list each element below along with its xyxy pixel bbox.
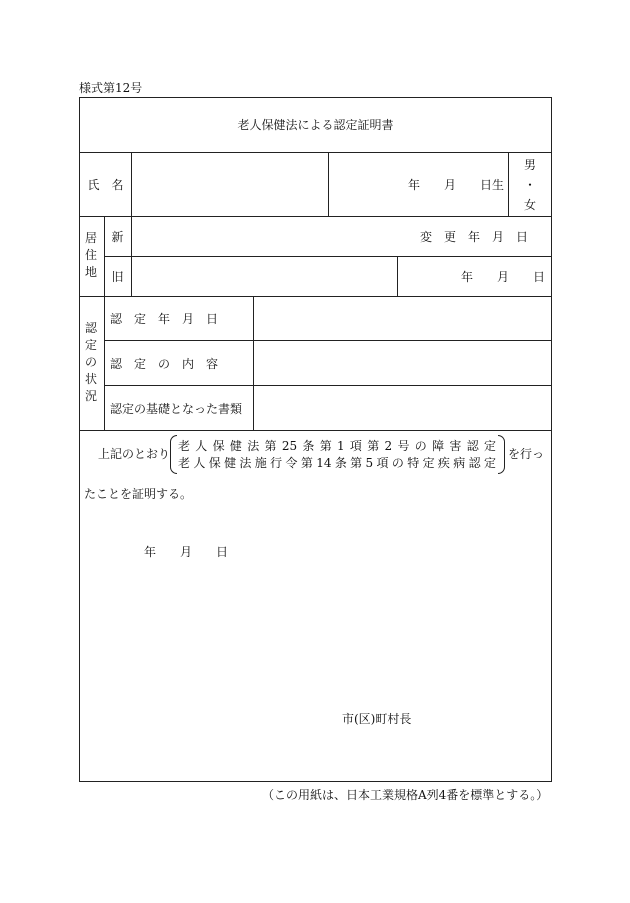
certification-content-field[interactable] <box>255 342 550 383</box>
col-divider-address-label <box>104 216 105 296</box>
row-divider-address <box>79 296 552 297</box>
name-field[interactable] <box>133 155 326 214</box>
certification-content-label: 認 定 の 内 容 <box>110 357 219 371</box>
certification-date-label: 認 定 年 月 日 <box>110 312 219 326</box>
certification-date-field[interactable] <box>255 298 550 338</box>
old-date-field[interactable]: 年 月 日 <box>460 270 545 284</box>
left-bracket <box>170 435 177 474</box>
row-divider-status <box>79 430 552 431</box>
issue-date-field[interactable]: 年 月 日 <box>144 545 229 559</box>
option-disability-certification[interactable]: 老人保健法第25条第1項第2号の障害認定 <box>178 439 496 453</box>
statement-suffix: を行っ <box>508 447 545 461</box>
col-divider-address-sub <box>131 216 132 296</box>
change-date-field[interactable]: 変 更 年 月 日 <box>420 230 529 244</box>
address-old-label: 旧 <box>111 270 124 284</box>
option-specific-disease-certification[interactable]: 老人保健法施行令第14条第5項の特定疾病認定 <box>178 456 496 470</box>
row-divider-address-mid <box>104 256 552 257</box>
right-bracket <box>498 435 505 474</box>
address-label: 居住地 <box>84 231 97 279</box>
status-label: 認定の状況 <box>84 321 97 403</box>
row-divider-title <box>79 152 552 153</box>
paper-size-note: （この用紙は、日本工業規格A列4番を標準とする。） <box>262 788 549 802</box>
form-number: 様式第12号 <box>79 81 143 95</box>
address-new-label: 新 <box>111 230 124 244</box>
col-divider-name-label <box>131 152 132 216</box>
name-label: 氏 名 <box>87 178 124 192</box>
gender-female[interactable]: 女 <box>523 198 536 212</box>
gender-male[interactable]: 男 <box>523 158 536 172</box>
col-divider-status-label <box>104 296 105 430</box>
new-address-field[interactable] <box>133 218 413 254</box>
row-divider-status-2 <box>104 385 552 386</box>
gender-separator: ・ <box>523 178 536 192</box>
statement-prefix: 上記のとおり <box>98 447 171 461</box>
row-divider-name <box>79 216 552 217</box>
statement-line-2: たことを証明する。 <box>84 487 193 501</box>
col-divider-address-date <box>397 256 398 296</box>
col-divider-status-item <box>253 296 254 430</box>
birth-date-field[interactable]: 年 月 日生 <box>407 178 504 192</box>
row-divider-status-1 <box>104 340 552 341</box>
basis-documents-label: 認定の基礎となった書類 <box>110 402 243 416</box>
basis-documents-field[interactable] <box>255 387 550 428</box>
signature-title: 市(区)町村長 <box>342 712 412 726</box>
old-address-field[interactable] <box>133 258 395 294</box>
col-divider-name-birth <box>328 152 329 216</box>
form-title: 老人保健法による認定証明書 <box>237 118 394 132</box>
